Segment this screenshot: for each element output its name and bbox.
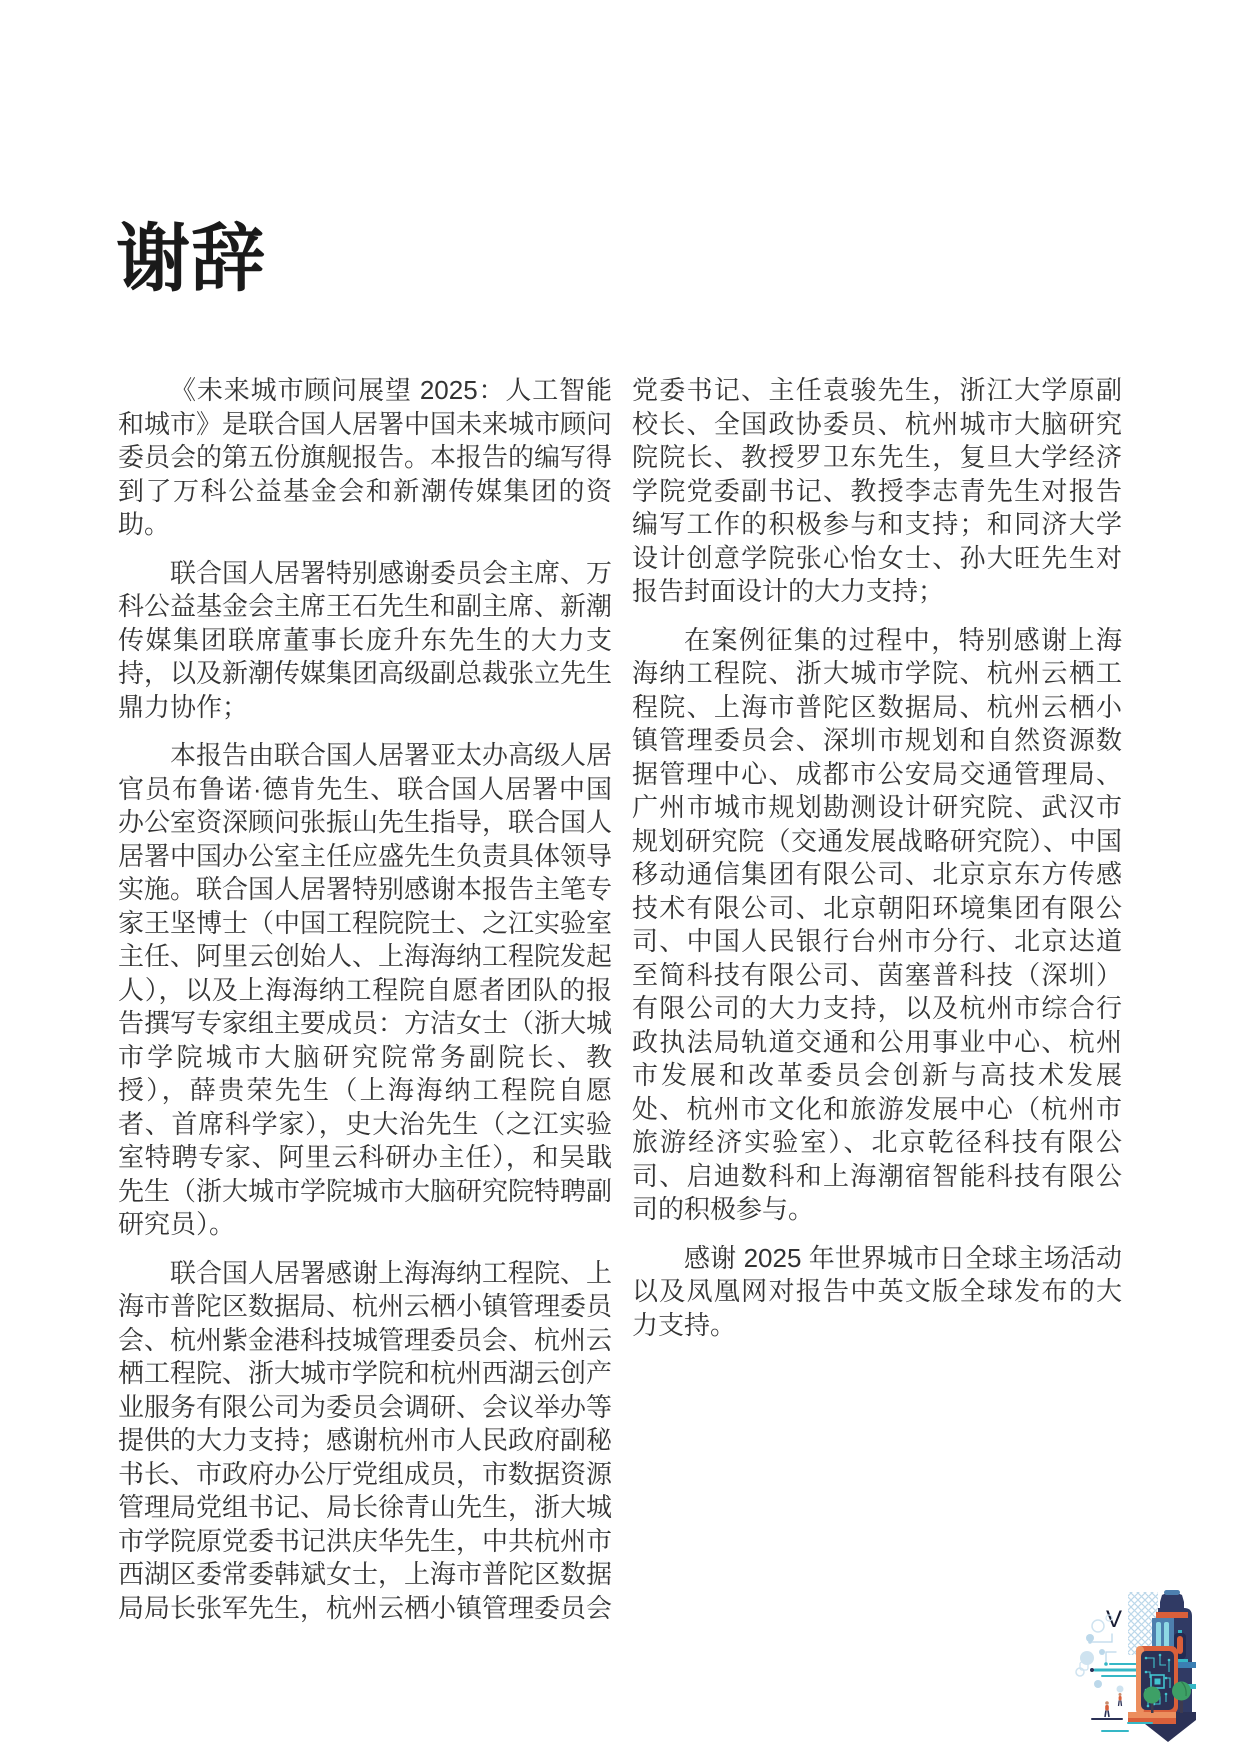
paragraph: 《未来城市顾问展望 2025：人工智能和城市》是联合国人居署中国未来城市顾问委员会的第五份旗舰报告。本报告的编写得到了万科公益基金会和新潮传媒集团的资助。 bbox=[118, 375, 613, 539]
smart-city-tower-illustration bbox=[1040, 1572, 1210, 1748]
paragraph: 本报告由联合国人居署亚太办高级人居官员布鲁诺·德肯先生、联合国人居署中国办公室资深顾问张振山先生指导，联合国人居署中国办公室主任应盛先生负责具体领导实施。联合国人居署特别感谢本报告主笔专家王坚博士（中国工程院院士、之江实验室主任、阿里云创始人、上海海纳工程院发起人），以及上海海纳工程院自愿者团队的报告撰写专家组主要成员：方洁女士（浙大城市学院城市大脑研究院常务副院长、教授），薛贵荣先生（上海海纳工程院自愿者、首席科学家），史大治先生（之江实验室特聘专家、阿里云科研办主任），和吴戢先生（浙大城市学院城市大脑研究院特聘副研究员）。 bbox=[118, 740, 613, 1239]
page-title: 谢辞 bbox=[116, 216, 266, 300]
circuit-panel bbox=[1136, 1646, 1178, 1714]
paragraph: 党委书记、主任袁骏先生，浙江大学原副校长、全国政协委员、杭州城市大脑研究院院长、教授罗卫东先生，复旦大学经济学院党委副书记、教授李志青先生对报告编写工作的积极参与和支持；和同济大学设计创意学院张心怡女士、孙大旺先生对报告封面设计的大力支持； bbox=[632, 375, 1122, 606]
tower-cap bbox=[1156, 1590, 1188, 1618]
paragraph: 联合国人居署特别感谢委员会主席、万科公益基金会主席王石先生和副主席、新潮传媒集团联席董事长庞升东先生的大力支持，以及新潮传媒集团高级副总裁张立先生鼎力协作； bbox=[118, 557, 613, 722]
page-number: V bbox=[1106, 1606, 1123, 1633]
right-text-column bbox=[632, 374, 1122, 1357]
paragraph: 联合国人居署感谢上海海纳工程院、上海市普陀区数据局、杭州云栖小镇管理委员会、杭州紫金港科技城管理委员会、杭州云栖工程院、浙大城市学院和杭州西湖云创产业服务有限公司为委员会调研、会议举办等提供的大力支持；感谢杭州市人民政府副秘书长、市政府办公厅党组成员，市数据资源管理局党组书记、局长徐青山先生，浙大城市学院原党委书记洪庆华先生，中共杭州市西湖区委常委韩斌女士，上海市普陀区数据局局长张军先生，杭州云栖小镇管理委员会 bbox=[118, 1257, 613, 1623]
left-text-column bbox=[118, 374, 612, 1640]
paragraph: 感谢 2025 年世界城市日全球主场活动以及凤凰网对报告中英文版全球发布的大力支持。 bbox=[632, 1242, 1122, 1340]
pedestrian-figures bbox=[1105, 1693, 1122, 1717]
bubble-cluster bbox=[1076, 1615, 1124, 1693]
paragraph: 在案例征集的过程中，特别感谢上海海纳工程院、浙大城市学院、杭州云栖工程院、上海市普陀区数据局、杭州云栖小镇管理委员会、深圳市规划和自然资源数据管理中心、成都市公安局交通管理局、广州市城市规划勘测设计研究院、武汉市规划研究院（交通发展战略研究院）、中国移动通信集团有限公司、北京京东方传感技术有限公司、北京朝阳环境集团有限公司、中国人民银行台州市分行、北京达道至简科技有限公司、茵塞普科技（深圳）有限公司的大力支持，以及杭州市综合行政执法局轨道交通和公用事业中心、杭州市发展和改革委员会创新与高技术发展处、杭州市文化和旅游发展中心（杭州市旅游经济实验室）、北京乾径科技有限公司、启迪数科和上海潮宿智能科技有限公司的积极参与。 bbox=[632, 624, 1122, 1224]
